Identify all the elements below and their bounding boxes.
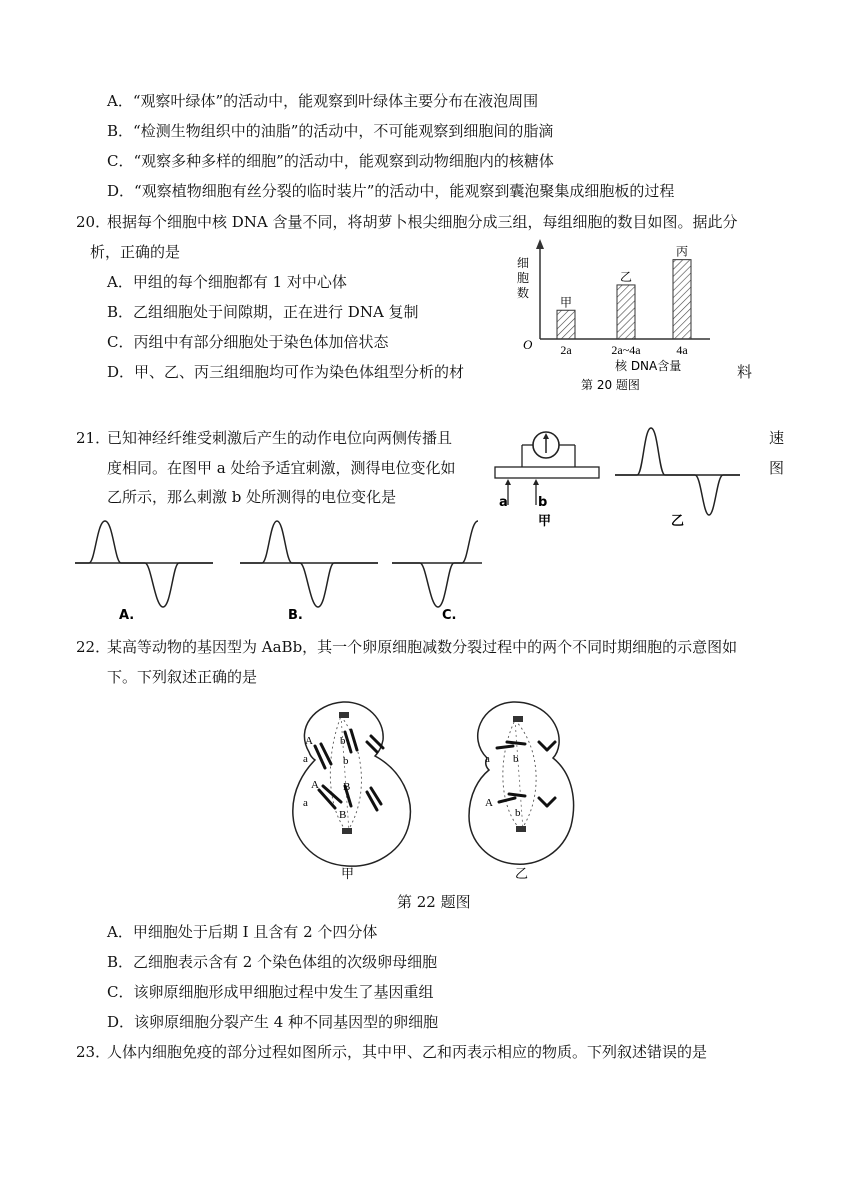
choice-a-label: A.: [119, 608, 135, 623]
x-tick-label: 2a: [560, 343, 572, 357]
q19-option-c: C．“观察多种多样的细胞”的活动中，能观察到动物细胞内的核糖体: [107, 152, 554, 170]
q22-figure-caption: 第 22 题图: [397, 893, 471, 911]
q21-line1: 已知神经纤维受刺激后产生的动作电位向两侧传播且: [107, 429, 453, 447]
figure-caption: 第 20 题图: [581, 378, 640, 392]
cell-jia-label: 甲: [341, 867, 355, 882]
q20-stem-line2: 析，正确的是: [90, 243, 181, 261]
gene-label: b: [513, 753, 519, 765]
bar-label: 甲: [560, 295, 573, 310]
gene-label: A: [311, 779, 319, 791]
y-axis-label-char: 胞: [517, 271, 530, 285]
nerve-fiber: [495, 467, 599, 478]
q21-figure-jia: [490, 420, 610, 530]
q22-option-a: A．甲细胞处于后期 I 且含有 2 个四分体: [107, 923, 378, 941]
q21-line2: 度相同。在图甲 a 处给予适宜刺激，测得电位变化如: [107, 459, 456, 477]
q20-number: 20．: [76, 213, 111, 231]
q22-line2: 下。下列叙述正确的是: [107, 668, 258, 686]
gene-label: B: [343, 781, 351, 793]
gene-label: b: [343, 755, 349, 767]
bar-label: 乙: [620, 269, 633, 284]
q21-line1-tail: 速: [769, 429, 785, 447]
x-axis-label: 核 DNA含量: [615, 359, 682, 373]
label-yi: 乙: [671, 514, 685, 529]
gene-label: A: [305, 735, 313, 747]
q20-bar-chart: [495, 235, 725, 395]
label-a: a: [499, 495, 508, 510]
q22-option-d: D．该卵原细胞分裂产生 4 种不同基因型的卵细胞: [107, 1013, 439, 1031]
bar-乙: [617, 285, 635, 339]
q22-cell-jia: [285, 698, 420, 883]
origin-label: O: [523, 337, 533, 352]
gene-label: a: [303, 753, 308, 765]
q19-option-d: D．“观察植物细胞有丝分裂的临时装片”的活动中，能观察到囊泡聚集成细胞板的过程: [107, 182, 675, 200]
q20-option-d-tail: 料: [737, 363, 753, 381]
cell-yi-label: 乙: [515, 867, 529, 882]
y-axis-arrow: [536, 239, 544, 249]
q20-option-b: B．乙组细胞处于间隙期，正在进行 DNA 复制: [107, 303, 419, 321]
q20-option-c: C．丙组中有部分细胞处于染色体加倍状态: [107, 333, 389, 351]
y-axis-label-char: 细: [517, 256, 530, 270]
gene-label: b: [340, 735, 346, 747]
choice-c-label: C.: [442, 608, 457, 623]
q21-choice-b: [240, 515, 380, 625]
q20-stem-line1: 根据每个细胞中核 DNA 含量不同，将胡萝卜根尖细胞分成三组，每组细胞的数目如图。据此分: [107, 213, 738, 231]
q20-option-d: D．甲、乙、丙三组细胞均可作为染色体组型分析的材: [107, 363, 465, 381]
q23-number: 23．: [76, 1043, 111, 1061]
q22-number: 22．: [76, 638, 111, 656]
q23-stem: 人体内细胞免疫的部分过程如图所示，其中甲、乙和丙表示相应的物质。下列叙述错误的是: [107, 1043, 708, 1061]
gene-label: A: [485, 797, 493, 809]
gene-label: b: [515, 807, 521, 819]
q21-choice-c: [392, 515, 487, 625]
q21-choice-a: [75, 515, 215, 625]
gene-label: a: [303, 797, 308, 809]
bar-丙: [673, 260, 691, 339]
q22-cell-yi: [455, 698, 590, 883]
x-tick-label: 4a: [676, 343, 688, 357]
q22-option-b: B．乙细胞表示含有 2 个染色体组的次级卵母细胞: [107, 953, 438, 971]
q20-option-a: A．甲组的每个细胞都有 1 对中心体: [107, 273, 347, 291]
y-axis-label-char: 数: [517, 286, 530, 300]
q22-line1: 某高等动物的基因型为 AaBb，其一个卵原细胞减数分裂过程中的两个不同时期细胞的示意图如: [107, 638, 738, 656]
q21-line3: 乙所示，那么刺激 b 处所测得的电位变化是: [107, 488, 397, 506]
potential-wave: [615, 428, 740, 515]
y-axis-label: [517, 256, 529, 300]
cell-membrane: [469, 702, 574, 864]
q22-option-c: C．该卵原细胞形成甲细胞过程中发生了基因重组: [107, 983, 434, 1001]
bar-label: 丙: [676, 244, 689, 259]
gene-label: a: [485, 753, 490, 765]
q21-line2-tail: 图: [769, 459, 785, 477]
choice-b-label: B.: [288, 608, 303, 623]
gene-label: B: [339, 809, 347, 821]
x-tick-label: 2a~4a: [611, 343, 641, 357]
q21-number: 21．: [76, 429, 111, 447]
q19-option-a: A．“观察叶绿体”的活动中，能观察到叶绿体主要分布在液泡周围: [107, 92, 539, 110]
label-jia: 甲: [538, 514, 552, 529]
label-b: b: [538, 495, 548, 510]
q19-option-b: B．“检测生物组织中的油脂”的活动中，不可能观察到细胞间的脂滴: [107, 122, 554, 140]
bar-甲: [557, 310, 575, 339]
q21-figure-yi: [615, 420, 745, 530]
